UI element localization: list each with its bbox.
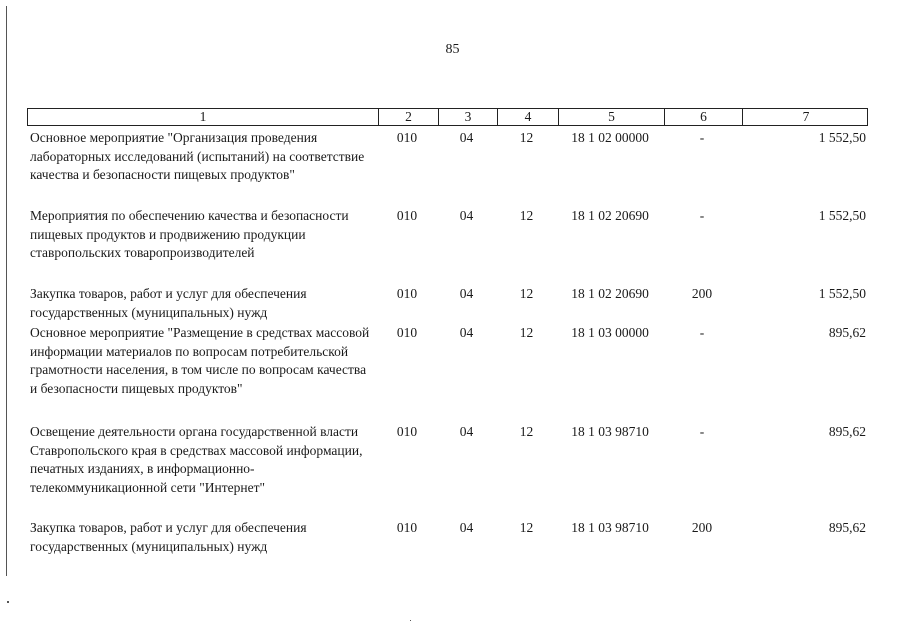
subsection-cell: 12 (519, 325, 534, 340)
code-cell: 010 (396, 424, 418, 439)
expense-type-cell: - (699, 130, 705, 145)
column-header: 4 (497, 109, 558, 125)
amount-cell: 1 552,50 (818, 286, 866, 301)
row-description: Освещение деятельности органа государственной власти Ставропольского края в средствах массовой информации, печатных изданиях, в информационно-телекоммуникационной сети "Интернет" (30, 424, 363, 495)
target-article-cell: 18 1 03 98710 (571, 424, 649, 439)
section-cell: 04 (459, 325, 474, 340)
table-row (27, 207, 868, 263)
row-description: Закупка товаров, работ и услуг для обеспечения государственных (муниципальных) нужд (30, 520, 307, 554)
code-cell: 010 (396, 130, 418, 145)
table-row (27, 519, 868, 556)
code-cell: 010 (396, 208, 418, 223)
row-description: Закупка товаров, работ и услуг для обеспечения государственных (муниципальных) нужд (30, 286, 307, 320)
code-cell: 010 (396, 520, 418, 535)
column-header: 1 (199, 109, 207, 124)
table-row (27, 285, 868, 322)
section-cell: 04 (459, 130, 474, 145)
table-row (27, 324, 868, 398)
column-header: 2 (378, 109, 438, 125)
scan-speck (410, 620, 411, 621)
section-cell: 04 (459, 208, 474, 223)
amount-cell: 895,62 (828, 424, 866, 439)
column-header: 5 (558, 109, 664, 125)
target-article-cell: 18 1 03 00000 (571, 325, 649, 340)
column-header: 3 (438, 109, 497, 125)
subsection-cell: 12 (519, 130, 534, 145)
page-left-border (6, 6, 7, 576)
expense-type-cell: - (699, 208, 705, 223)
amount-cell: 895,62 (828, 520, 866, 535)
row-description: Основное мероприятие "Размещение в средствах массовой информации материалов по вопросам потребительской грамотности населения, в том числе по вопросам качества и безопасности пищевых продуктов" (30, 325, 370, 396)
subsection-cell: 12 (519, 208, 534, 223)
table-row (27, 129, 868, 185)
subsection-cell: 12 (519, 520, 534, 535)
expense-type-cell: 200 (691, 520, 713, 535)
column-header: 7 (742, 109, 869, 125)
section-cell: 04 (459, 286, 474, 301)
table-header-row (27, 108, 868, 126)
expense-type-cell: - (699, 424, 705, 439)
page-number: 85 (445, 42, 460, 57)
code-cell: 010 (396, 286, 418, 301)
section-cell: 04 (459, 520, 474, 535)
amount-cell: 1 552,50 (818, 130, 866, 145)
amount-cell: 895,62 (828, 325, 866, 340)
scan-speck (7, 601, 9, 603)
expense-type-cell: - (699, 325, 705, 340)
target-article-cell: 18 1 02 00000 (571, 130, 649, 145)
subsection-cell: 12 (519, 424, 534, 439)
subsection-cell: 12 (519, 286, 534, 301)
table-row (27, 423, 868, 497)
amount-cell: 1 552,50 (818, 208, 866, 223)
column-header: 6 (664, 109, 742, 125)
row-description: Мероприятия по обеспечению качества и безопасности пищевых продуктов и продвижению продукции ставропольских товаропроизводителей (30, 208, 349, 260)
target-article-cell: 18 1 02 20690 (571, 208, 649, 223)
expense-type-cell: 200 (691, 286, 713, 301)
section-cell: 04 (459, 424, 474, 439)
target-article-cell: 18 1 03 98710 (571, 520, 649, 535)
target-article-cell: 18 1 02 20690 (571, 286, 649, 301)
budget-table (27, 108, 868, 554)
row-description: Основное мероприятие "Организация проведения лабораторных исследований (испытаний) на соответствие качества и безопасности пищевых продуктов" (30, 130, 365, 182)
code-cell: 010 (396, 325, 418, 340)
